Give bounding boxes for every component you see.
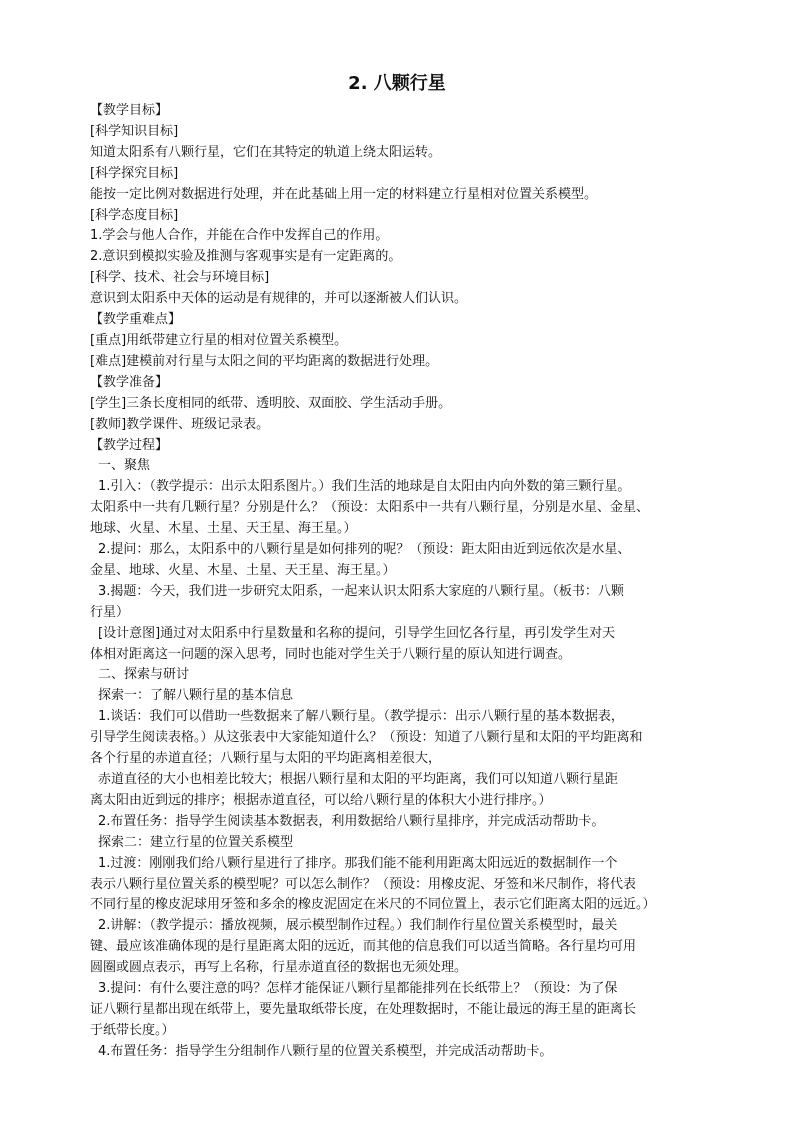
text-line: 【教学准备】 (90, 374, 169, 390)
text-line: 证八颗行星都出现在纸带上，要先量取纸带长度，在处理数据时，不能让最远的海王星的距离长 (90, 1001, 637, 1017)
text-line: 意识到太阳系中天体的运动是有规律的，并可以逐渐被人们认识。 (90, 291, 468, 307)
text-line: 赤道直径的大小也相差比较大；根据八颗行星和太阳的平均距离，我们可以知道八颗行星距 (98, 772, 619, 787)
text-line: 1.谈话：我们可以借助一些数据来了解八颗行星。（教学提示：出示八颗行星的基本数据表， (98, 709, 624, 725)
text-line: 能按一定比例对数据进行处理，并在此基础上用一定的材料建立行星相对位置关系模型。 (90, 186, 598, 202)
text-line: 太阳系中一共有几颗行星？分别是什么？（预设：太阳系中一共有八颗行星，分别是水星、金星、 (90, 500, 650, 516)
text-line: 一、聚焦 (98, 458, 151, 474)
text-line: [设计意图]通过对太阳系中行星数量和名称的提问，引导学生回忆各行星，再引发学生对天 (98, 625, 616, 641)
text-line: 键、最应该准确体现的是行星距离太阳的远近，而其他的信息我们可以适当简略。各行星均可用 (90, 939, 637, 955)
text-line: 表示八颗行星位置关系的模型呢？可以怎么制作？（预设：用橡皮泥、牙签和米尺制作，将代表 (90, 876, 637, 892)
text-line: [科学态度目标] (90, 207, 179, 223)
text-line: 离太阳由近到远的排序；根据赤道直径，可以给八颗行星的体积大小进行排序。） (90, 792, 552, 808)
text-line: 引导学生阅读表格。）从这张表中大家能知道什么？（预设：知道了八颗行星和太阳的平均距离和 (90, 730, 643, 746)
text-line: 3.提问：有什么要注意的吗？怎样才能保证八颗行星都能排列在长纸带上？（预设：为了保 (98, 981, 618, 997)
text-line: 二、探索与研讨 (98, 667, 190, 683)
text-line: 【教学重难点】 (90, 312, 182, 328)
text-line: 1.过渡：刚刚我们给八颗行星进行了排序。那我们能不能利用距离太阳远近的数据制作一个 (98, 855, 618, 871)
text-line: 行星） (90, 604, 130, 620)
text-line: 【教学目标】 (90, 103, 169, 118)
text-line: 2.讲解：（教学提示：播放视频，展示模型制作过程。）我们制作行星位置关系模型时，最关 (98, 918, 618, 934)
text-line: 2.提问：那么，太阳系中的八颗行星是如何排列的呢？（预设：距太阳由近到远依次是水星、 (98, 542, 631, 558)
text-line: [教师]教学课件、班级记录表。 (90, 416, 270, 432)
text-line: 探索一：了解八颗行星的基本信息 (98, 688, 294, 704)
text-line: [难点]建模前对行星与太阳之间的平均距离的数据进行处理。 (90, 353, 439, 369)
text-line: 1.学会与他人合作，并能在合作中发挥自己的作用。 (90, 228, 389, 244)
text-line: 体相对距离这一问题的深入思考，同时也能对学生关于八颗行星的原认知进行调查。 (90, 646, 572, 662)
text-line: 金星、地球、火星、木星、土星、天王星、海王星。） (90, 562, 396, 578)
text-line: 不同行星的橡皮泥球用牙签和多余的橡皮泥固定在米尺的不同位置上，表示它们距离太阳的远近。） (90, 897, 656, 913)
text-line: 各个行星的赤道直径；八颗行星与太阳的平均距离相差很大， (90, 751, 442, 767)
text-line: 2.布置任务：指导学生阅读基本数据表，利用数据给八颗行星排序，并完成活动帮助卡。 (98, 813, 605, 829)
text-line: 圆圈或圆点表示，再写上名称，行星赤道直径的数据也无须处理。 (90, 960, 468, 976)
text-line: 地球、火星、木星、土星、天王星、海王星。） (90, 521, 357, 537)
text-line: 探索二：建立行星的位置关系模型 (98, 834, 294, 850)
text-line: 2.意识到模拟实验及推测与客观事实是有一定距离的。 (90, 249, 402, 265)
text-line: [科学、技术、社会与环境目标] (90, 270, 270, 286)
text-line: [重点]用纸带建立行星的相对位置关系模型。 (90, 332, 348, 348)
text-line: [科学探究目标] (90, 165, 179, 181)
page-title: 2. 八颗行星 (348, 73, 446, 94)
text-line: [学生]三条长度相同的纸带、透明胶、双面胶、学生活动手册。 (90, 395, 452, 411)
text-line: 4.布置任务：指导学生分组制作八颗行星的位置关系模型，并完成活动帮助卡。 (98, 1043, 553, 1059)
text-line: 于纸带长度。） (90, 1022, 175, 1038)
text-line: 【教学过程】 (90, 437, 169, 453)
text-line: 3.揭题：今天，我们进一步研究太阳系，一起来认识太阳系大家庭的八颗行星。（板书：八颗 (98, 583, 624, 599)
text-line: [科学知识目标] (90, 123, 179, 139)
text-line: 知道太阳系有八颗行星，它们在其特定的轨道上绕太阳运转。 (90, 144, 442, 160)
text-line: 1.引入：（教学提示：出示太阳系图片。）我们生活的地球是自太阳由内向外数的第三颗行星。 (98, 479, 631, 495)
document-body (90, 101, 726, 1063)
